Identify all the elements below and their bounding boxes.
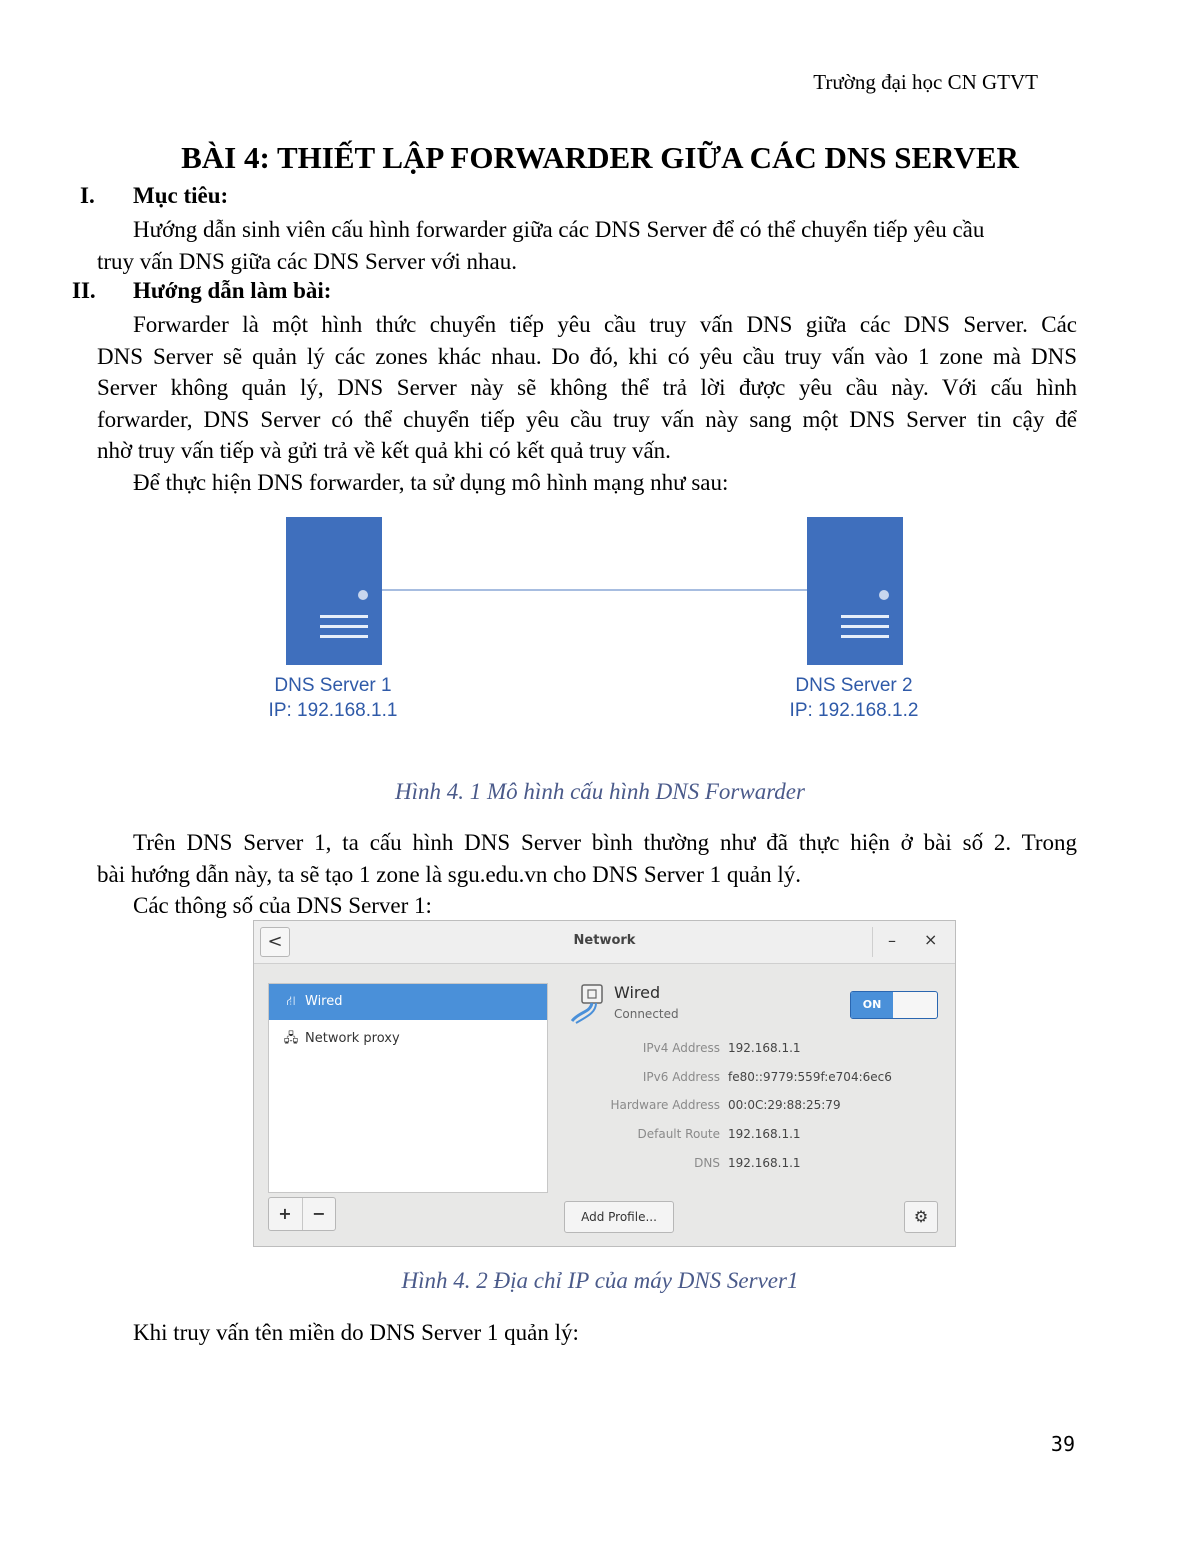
server-2-icon	[807, 517, 903, 665]
network-wired-icon: ⛙	[286, 994, 296, 1009]
sidebar-item-label: Wired	[305, 994, 343, 1009]
ipv6-address-label: IPv6 Address	[642, 1070, 720, 1084]
section-2-para1-line5: nhờ truy vấn tiếp và gửi trả về kết quả khi có kết quả truy vấn.	[97, 438, 671, 463]
section-2-para1-line4: forwarder, DNS Server có thể chuyển tiếp yêu cầu truy vấn này sang một DNS Server tin cậy để	[97, 407, 1077, 432]
server-2-name: DNS Server 2	[795, 675, 913, 696]
page-number: 39	[1050, 1432, 1075, 1456]
section-1-heading: Mục tiêu:	[133, 183, 229, 208]
section-2-para2: Để thực hiện DNS forwarder, ta sử dụng mô hình mạng như sau:	[133, 470, 729, 495]
body-para3-line1: Trên DNS Server 1, ta cấu hình DNS Server bình thường như đã thực hiện ở bài số 2. Trong	[133, 830, 1077, 855]
server-2-ip: IP: 192.168.1.2	[789, 700, 919, 721]
gear-icon: ⚙	[913, 1207, 929, 1226]
minimize-button[interactable]: –	[888, 931, 896, 950]
section-2-heading: Hướng dẫn làm bài:	[133, 278, 332, 303]
window-titlebar	[254, 921, 955, 964]
section-1-text-line2: truy vấn DNS giữa các DNS Server với nhau.	[97, 249, 518, 274]
ipv6-address-value: fe80::9779:559f:e704:6ec6	[728, 1070, 892, 1084]
figure-1-caption: Hình 4. 1 Mô hình cấu hình DNS Forwarder	[395, 779, 805, 804]
default-route-label: Default Route	[637, 1127, 720, 1141]
section-2-number: II.	[72, 278, 96, 303]
page-title: BÀI 4: THIẾT LẬP FORWARDER GIỮA CÁC DNS SERVER	[181, 140, 1019, 175]
server-1-label	[233, 673, 433, 723]
connection-toggle[interactable]	[850, 991, 938, 1019]
server-1-ip: IP: 192.168.1.1	[268, 700, 398, 721]
device-status: Connected	[614, 1007, 679, 1021]
section-2-para1-line2: DNS Server sẽ quản lý các zones khác nhau. Do đó, khi có yêu cầu truy vấn vào 1 zone mà DNS	[97, 344, 1077, 369]
section-1-number: I.	[80, 183, 95, 208]
dns-value: 192.168.1.1	[728, 1156, 801, 1170]
sidebar-item-label: Network proxy	[305, 1031, 400, 1046]
settings-gear-button[interactable]	[904, 1201, 938, 1233]
toggle-on-label: ON	[851, 992, 893, 1018]
section-2-para1-line3: Server không quản lý, DNS Server này sẽ không thể trả lời được yêu cầu này. Với cấu hình	[97, 375, 1077, 400]
hardware-address-value: 00:0C:29:88:25:79	[728, 1098, 841, 1112]
closing-text: Khi truy vấn tên miền do DNS Server 1 quản lý:	[133, 1320, 579, 1345]
header-school-name: Trường đại học CN GTVT	[813, 70, 1038, 94]
dns-label: DNS	[694, 1156, 720, 1170]
ipv4-address-label: IPv4 Address	[642, 1041, 720, 1055]
sidebar-item-wired[interactable]	[269, 984, 547, 1020]
network-proxy-icon: 🖧	[283, 1031, 299, 1046]
sidebar-item-network-proxy[interactable]	[269, 1021, 547, 1057]
remove-connection-button[interactable]: −	[302, 1198, 335, 1230]
server-1-icon	[286, 517, 382, 665]
window-title: Network	[573, 933, 636, 948]
body-para3-line2: bài hướng dẫn này, ta sẽ tạo 1 zone là sgu.edu.vn cho DNS Server 1 quản lý.	[97, 862, 802, 887]
add-connection-button[interactable]: +	[278, 1204, 292, 1223]
ethernet-cable-icon	[566, 981, 610, 1025]
server-1-name: DNS Server 1	[274, 675, 392, 696]
section-2-para1-line1: Forwarder là một hình thức chuyển tiếp yêu cầu truy vấn DNS giữa các DNS Server. Các	[133, 312, 1077, 337]
section-1-text-line1: Hướng dẫn sinh viên cấu hình forwarder giữa các DNS Server để có thể chuyển tiếp yêu cầu	[133, 217, 985, 242]
hardware-address-label: Hardware Address	[610, 1098, 720, 1112]
ipv4-address-value: 192.168.1.1	[728, 1041, 801, 1055]
network-settings-window	[253, 920, 956, 1247]
titlebar-separator	[872, 927, 873, 957]
server-2-label	[754, 673, 954, 723]
close-button[interactable]: ×	[924, 930, 938, 949]
network-sidebar	[268, 983, 548, 1193]
network-link-line	[382, 589, 807, 591]
device-name: Wired	[614, 983, 661, 1002]
back-button[interactable]: <	[260, 927, 290, 957]
add-remove-group	[268, 1197, 336, 1231]
body-para4: Các thông số của DNS Server 1:	[133, 893, 432, 918]
add-profile-button[interactable]: Add Profile...	[564, 1201, 674, 1233]
figure-2-caption: Hình 4. 2 Địa chỉ IP của máy DNS Server1	[401, 1268, 799, 1293]
default-route-value: 192.168.1.1	[728, 1127, 801, 1141]
